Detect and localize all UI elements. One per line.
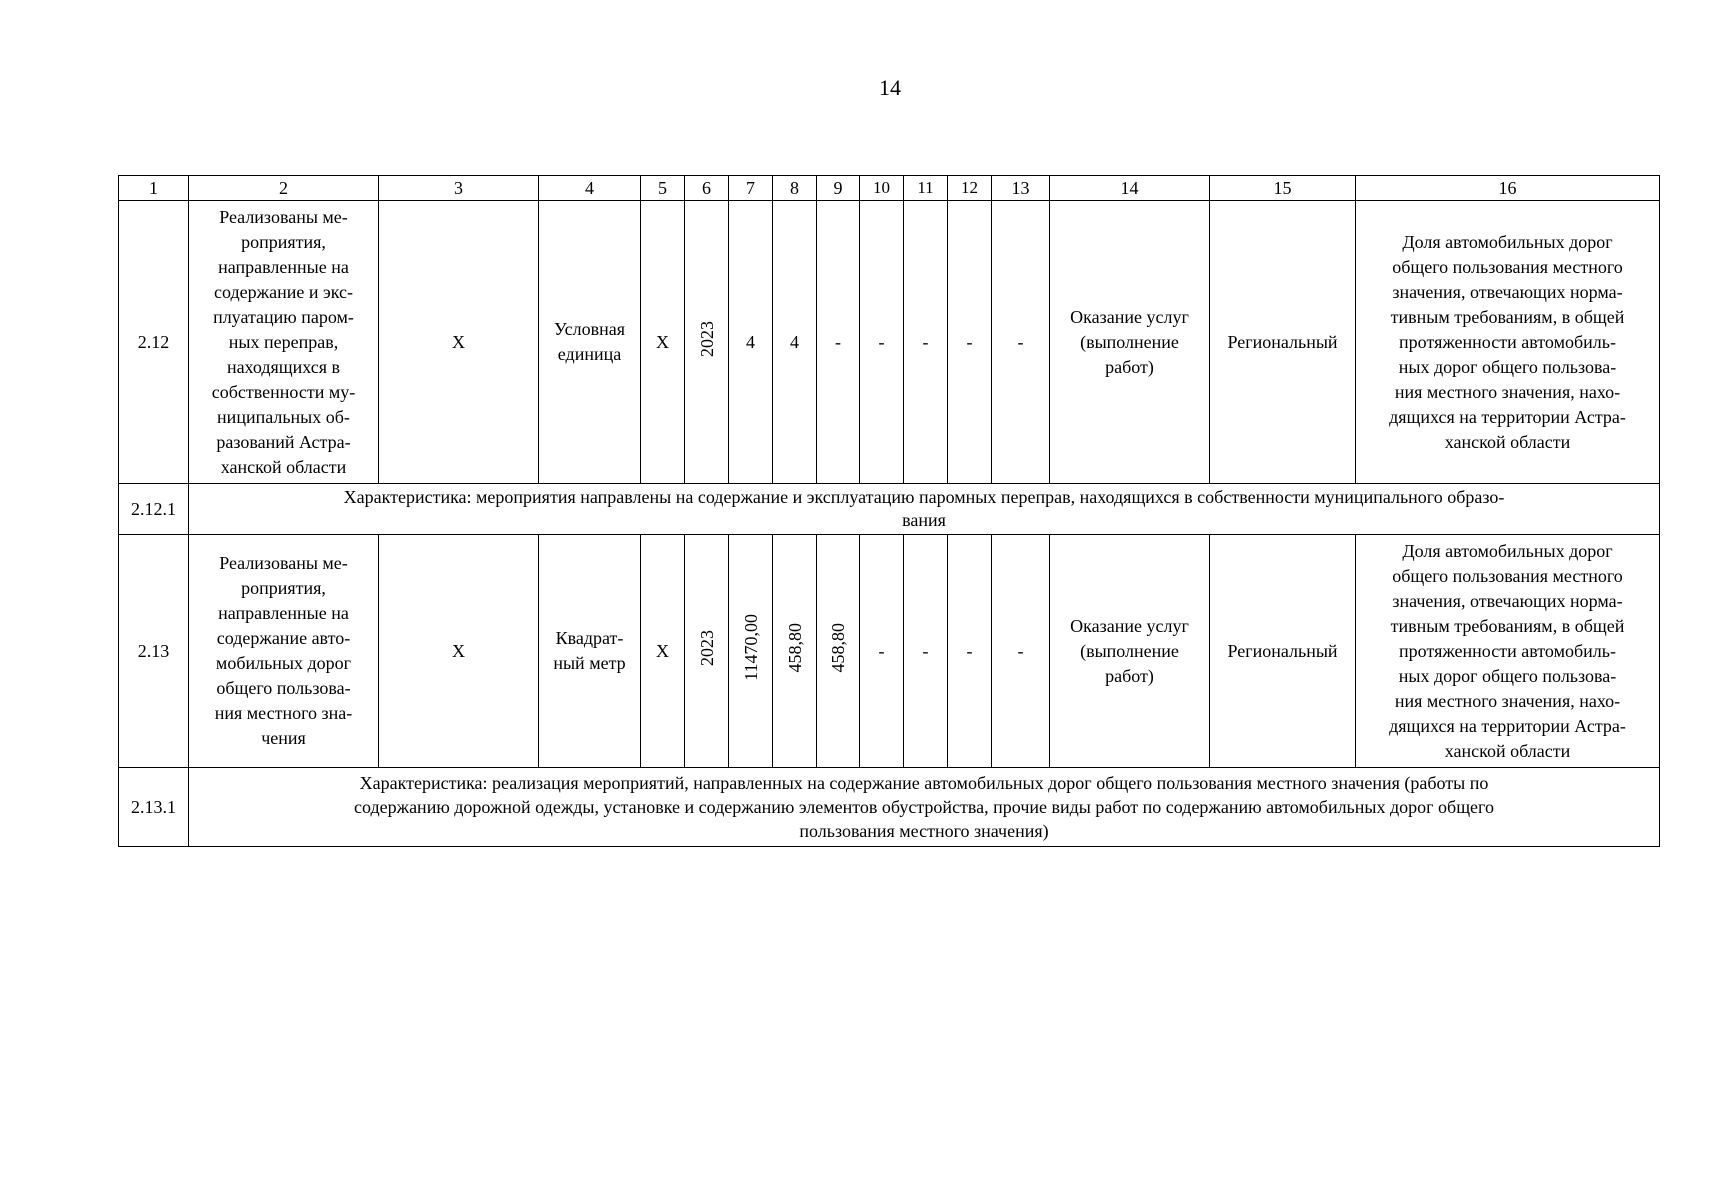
column-header: 2 — [189, 176, 379, 201]
column-header: 14 — [1050, 176, 1210, 201]
row-number: 2.12.1 — [119, 484, 189, 535]
column-header: 1 — [119, 176, 189, 201]
value-col7: 11470,00 — [740, 614, 761, 681]
activity-type: Оказание услуг (выполнение работ) — [1050, 201, 1210, 484]
page-number: 14 — [879, 75, 901, 100]
cell-col10: - — [860, 201, 904, 484]
cell-col11: - — [904, 201, 948, 484]
activity-level: Региональный — [1210, 535, 1356, 768]
indicator-text: Доля автомобильных дорог общего пользования местного значения, отвечающих норма- тивным требованиям, в общей протяженности автомобиль- ных дорог общего пользова- ния местного значения, нахо- дящихся на территории Астра- ханской области — [1356, 535, 1660, 768]
activity-level: Региональный — [1210, 201, 1356, 484]
year-cell — [685, 535, 729, 768]
activity-type: Оказание услуг (выполнение работ) — [1050, 535, 1210, 768]
row-number: 2.12 — [119, 201, 189, 484]
column-header: 11 — [904, 176, 948, 201]
value-col8: 458,80 — [784, 622, 805, 673]
cell-col9: - — [817, 201, 860, 484]
activity-name: Реализованы ме- роприятия, направленные на содержание авто- мобильных дорог общего пользова- ния местного зна- чения — [189, 535, 379, 768]
cell-col10: - — [860, 535, 904, 768]
column-header: 8 — [773, 176, 817, 201]
cell-col13: - — [992, 201, 1050, 484]
cell-col12: - — [948, 201, 992, 484]
column-header: 16 — [1356, 176, 1660, 201]
cell-col12: - — [948, 535, 992, 768]
cell-col5: Х — [641, 201, 685, 484]
cell-col8: 4 — [773, 201, 817, 484]
unit-of-measure: Квадрат- ный метр — [539, 535, 641, 768]
column-header: 10 — [860, 176, 904, 201]
cell-col5: Х — [641, 535, 685, 768]
year-value: 2023 — [696, 629, 717, 666]
column-number-row — [119, 176, 1660, 201]
characteristic-text: Характеристика: мероприятия направлены на содержание и эксплуатацию паромных переправ, находящихся в собственности муниципального образо- вания — [189, 484, 1660, 535]
activity-name: Реализованы ме- роприятия, направленные на содержание и экс- плуатацию паром- ных переправ, находящихся в собственности му- ниципальных об- разований Астра- ханской области — [189, 201, 379, 484]
cell-col13: - — [992, 535, 1050, 768]
column-header: 7 — [729, 176, 773, 201]
cell-col3: Х — [379, 201, 539, 484]
year-cell — [685, 201, 729, 484]
column-header: 4 — [539, 176, 641, 201]
cell-col11: - — [904, 535, 948, 768]
column-header: 9 — [817, 176, 860, 201]
row-number: 2.13 — [119, 535, 189, 768]
characteristic-text: Характеристика: реализация мероприятий, направленных на содержание автомобильных дорог общего пользования местного значения (работы по содержанию дорожной одежды, установке и содержанию элементов обустройства, прочие виды работ по содержанию автомобильных дорог общего пользования местного значения) — [189, 768, 1660, 847]
column-header: 5 — [641, 176, 685, 201]
column-header: 15 — [1210, 176, 1356, 201]
column-header: 6 — [685, 176, 729, 201]
cell-col8 — [773, 535, 817, 768]
cell-col7 — [729, 535, 773, 768]
cell-col9 — [817, 535, 860, 768]
cell-col3: Х — [379, 535, 539, 768]
value-col9: 458,80 — [828, 622, 848, 673]
indicator-text: Доля автомобильных дорог общего пользования местного значения, отвечающих норма- тивным требованиям, в общей протяженности автомобиль- ных дорог общего пользова- ния местного значения, нахо- дящихся на территории Астра- ханской области — [1356, 201, 1660, 484]
table-row — [119, 484, 1660, 535]
unit-of-measure: Условная единица — [539, 201, 641, 484]
table-row — [119, 201, 1660, 484]
row-number: 2.13.1 — [119, 768, 189, 847]
cell-col7: 4 — [729, 201, 773, 484]
year-value: 2023 — [696, 320, 717, 357]
column-header: 12 — [948, 176, 992, 201]
column-header: 13 — [992, 176, 1050, 201]
column-header: 3 — [379, 176, 539, 201]
activities-table — [118, 175, 1660, 847]
table-row — [119, 768, 1660, 847]
table-row — [119, 535, 1660, 768]
